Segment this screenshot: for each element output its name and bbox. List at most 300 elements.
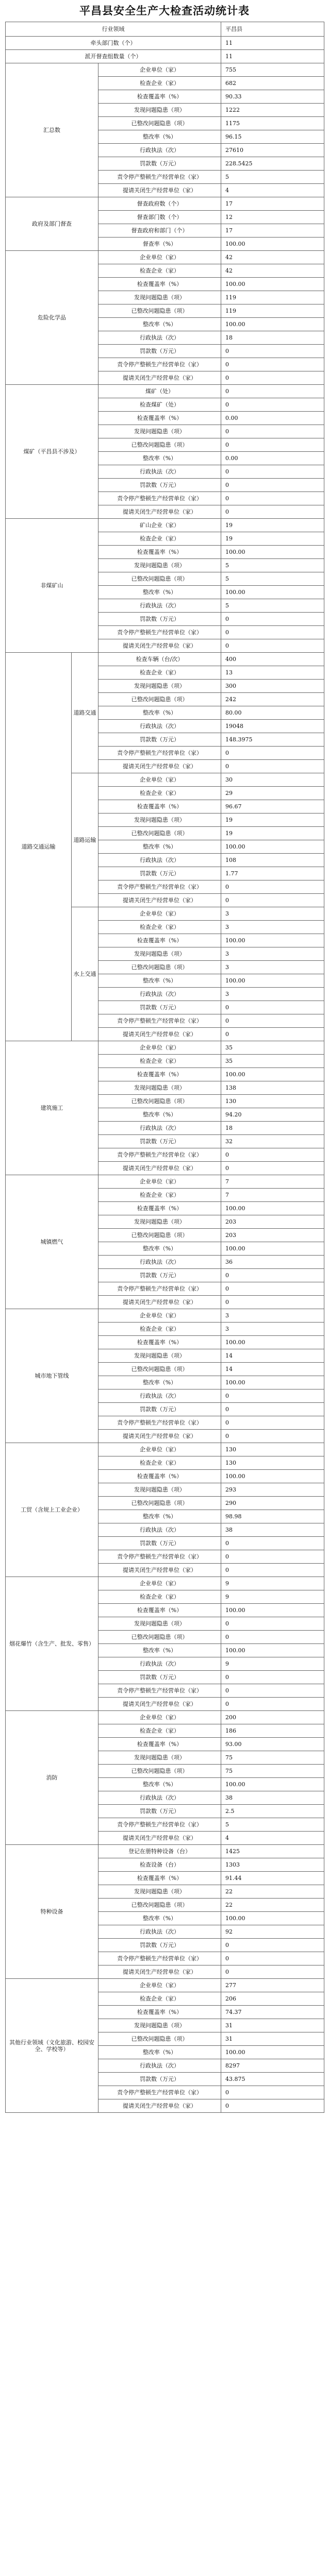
row-value: 14 bbox=[221, 1349, 324, 1363]
row-label: 检查企业（家） bbox=[98, 666, 221, 680]
row-label: 发现问题隐患（项） bbox=[98, 104, 221, 117]
row-label: 煤矿（处） bbox=[98, 385, 221, 398]
row-label: 责令停产整顿生产经营单位（家） bbox=[98, 492, 221, 505]
row-value: 75 bbox=[221, 1751, 324, 1765]
row-value: 138 bbox=[221, 1081, 324, 1095]
row-value: 0 bbox=[221, 345, 324, 358]
row-label: 整改率（%） bbox=[98, 1108, 221, 1122]
row-label: 检查企业（家） bbox=[98, 532, 221, 546]
row-label: 提请关闭生产经营单位（家） bbox=[98, 894, 221, 907]
row-label: 责令停产整顿生产经营单位（家） bbox=[98, 1684, 221, 1698]
row-label: 检查覆盖率（%） bbox=[98, 1604, 221, 1617]
row-label: 检查覆盖率（%） bbox=[98, 90, 221, 104]
row-label: 检查企业（家） bbox=[98, 1590, 221, 1604]
row-label: 责令停产整顿生产经营单位（家） bbox=[98, 1550, 221, 1564]
row-label: 检查覆盖率（%） bbox=[98, 278, 221, 291]
section-name: 政府及部门督查 bbox=[6, 197, 98, 251]
row-label: 整改率（%） bbox=[98, 1778, 221, 1791]
row-value: 0 bbox=[221, 479, 324, 492]
row-value: 91.44 bbox=[221, 1872, 324, 1885]
row-value: 100.00 bbox=[221, 1604, 324, 1617]
row-label: 行政执法（次） bbox=[98, 854, 221, 867]
row-value: 0 bbox=[221, 1564, 324, 1577]
row-value: 0 bbox=[221, 1014, 324, 1028]
row-label: 整改率（%） bbox=[98, 974, 221, 988]
row-label: 检查企业（家） bbox=[98, 1724, 221, 1738]
row-label: 已整改问题隐患（项） bbox=[98, 1363, 221, 1376]
table-row bbox=[6, 197, 324, 211]
row-value: 3 bbox=[221, 961, 324, 974]
row-label: 责令停产整顿生产经营单位（家） bbox=[98, 1282, 221, 1296]
row-value: 0 bbox=[221, 1389, 324, 1403]
row-label: 罚款数（万元） bbox=[98, 1805, 221, 1818]
row-label: 检查企业（家） bbox=[98, 787, 221, 800]
section-name: 城市地下管线 bbox=[6, 1309, 98, 1443]
row-label: 整改率（%） bbox=[98, 2046, 221, 2059]
row-label: 提请关闭生产经营单位（家） bbox=[98, 505, 221, 519]
row-value: 0 bbox=[221, 1416, 324, 1430]
row-value: 100.00 bbox=[221, 1336, 324, 1349]
row-value: 277 bbox=[221, 1979, 324, 1992]
row-label: 发现问题隐患（项） bbox=[98, 947, 221, 961]
row-value: 35 bbox=[221, 1041, 324, 1055]
row-value: 0 bbox=[221, 1269, 324, 1282]
row-value: 0 bbox=[221, 505, 324, 519]
row-label: 发现问题隐患（项） bbox=[98, 291, 221, 304]
row-value: 7 bbox=[221, 1189, 324, 1202]
row-value: 0 bbox=[221, 613, 324, 626]
row-label: 责令停产整顿生产经营单位（家） bbox=[98, 1148, 221, 1162]
row-label: 责令停产整顿生产经营单位（家） bbox=[98, 1416, 221, 1430]
row-value: 0 bbox=[221, 1965, 324, 1979]
row-value: 100.00 bbox=[221, 1068, 324, 1081]
row-value: 9 bbox=[221, 1657, 324, 1671]
row-label: 已整改问题隐患（项） bbox=[98, 1095, 221, 1108]
row-value: 100.00 bbox=[221, 278, 324, 291]
row-value: 29 bbox=[221, 787, 324, 800]
row-value: 96.67 bbox=[221, 800, 324, 814]
row-label: 企业单位（家） bbox=[98, 773, 221, 787]
row-label: 提请关闭生产经营单位（家） bbox=[98, 184, 221, 197]
row-value: 96.15 bbox=[221, 130, 324, 144]
row-label: 发现问题隐患（项） bbox=[98, 1215, 221, 1229]
row-value: 0 bbox=[221, 1617, 324, 1631]
table-row bbox=[6, 1309, 324, 1323]
row-label: 提请关闭生产经营单位（家） bbox=[98, 2099, 221, 2113]
row-value: 0 bbox=[221, 1028, 324, 1041]
row-value: 0 bbox=[221, 1550, 324, 1564]
row-label: 检查企业（家） bbox=[98, 264, 221, 278]
row-label: 检查覆盖率（%） bbox=[98, 934, 221, 947]
row-value: 19048 bbox=[221, 720, 324, 733]
row-label: 企业单位（家） bbox=[98, 251, 221, 264]
row-label: 责令停产整顿生产经营单位（家） bbox=[98, 747, 221, 760]
row-value: 755 bbox=[221, 63, 324, 77]
row-label: 检查覆盖率（%） bbox=[98, 800, 221, 814]
row-value: 0 bbox=[221, 492, 324, 505]
row-value: 0 bbox=[221, 880, 324, 894]
row-value: 1425 bbox=[221, 1845, 324, 1858]
row-label: 责令停产整顿生产经营单位（家） bbox=[98, 880, 221, 894]
table-row bbox=[6, 1443, 324, 1456]
row-value: 148.3975 bbox=[221, 733, 324, 747]
row-label: 罚款数（万元） bbox=[98, 157, 221, 171]
row-label: 行政执法（次） bbox=[98, 1925, 221, 1939]
row-label: 整改率（%） bbox=[98, 586, 221, 599]
row-label: 提请关闭生产经营单位（家） bbox=[98, 1296, 221, 1309]
row-value: 5 bbox=[221, 1818, 324, 1832]
row-label: 罚款数（万元） bbox=[98, 2073, 221, 2086]
row-label: 检查覆盖率（%） bbox=[98, 1470, 221, 1483]
section-name: 非煤矿山 bbox=[6, 519, 98, 653]
row-label: 提请关闭生产经营单位（家） bbox=[98, 1965, 221, 1979]
page-title: 平昌县安全生产大检查活动统计表 bbox=[79, 4, 250, 17]
row-label: 行政执法（次） bbox=[98, 2059, 221, 2073]
row-value: 35 bbox=[221, 1055, 324, 1068]
row-label: 发现问题隐患（项） bbox=[98, 1483, 221, 1497]
row-value: 31 bbox=[221, 2032, 324, 2046]
subsection-name: 道路运输 bbox=[72, 773, 98, 907]
row-label: 检查覆盖率（%） bbox=[98, 1872, 221, 1885]
row-label: 提请关闭生产经营单位（家） bbox=[98, 371, 221, 385]
row-label: 罚款数（万元） bbox=[98, 345, 221, 358]
row-label: 已整改问题隐患（项） bbox=[98, 1229, 221, 1242]
row-value: 0 bbox=[221, 1684, 324, 1698]
overview-row bbox=[6, 37, 324, 50]
row-value: 100.00 bbox=[221, 974, 324, 988]
row-value: 22 bbox=[221, 1899, 324, 1912]
row-value: 1175 bbox=[221, 117, 324, 130]
row-value: 38 bbox=[221, 1523, 324, 1537]
row-label: 提请关闭生产经营单位（家） bbox=[98, 1028, 221, 1041]
row-label: 已整改问题隐患（项） bbox=[98, 1765, 221, 1778]
row-label: 责令停产整顿生产经营单位（家） bbox=[98, 1818, 221, 1832]
row-value: 186 bbox=[221, 1724, 324, 1738]
secondary-value: 11 bbox=[221, 50, 324, 63]
row-value: 3 bbox=[221, 1309, 324, 1323]
row-label: 检查覆盖率（%） bbox=[98, 2006, 221, 2019]
row-label: 矿山企业（家） bbox=[98, 519, 221, 532]
row-label: 检查企业（家） bbox=[98, 1456, 221, 1470]
row-value: 74.37 bbox=[221, 2006, 324, 2019]
row-label: 罚款数（万元） bbox=[98, 1269, 221, 1282]
row-value: 0 bbox=[221, 438, 324, 452]
row-label: 检查车辆（台/次） bbox=[98, 653, 221, 666]
row-value: 3 bbox=[221, 1323, 324, 1336]
row-value: 19 bbox=[221, 814, 324, 827]
row-value: 12 bbox=[221, 211, 324, 224]
section-name: 消防 bbox=[6, 1711, 98, 1845]
row-label: 行政执法（次） bbox=[98, 144, 221, 157]
row-label: 提请关闭生产经营单位（家） bbox=[98, 1832, 221, 1845]
row-label: 提请关闭生产经营单位（家） bbox=[98, 1698, 221, 1711]
row-value: 100.00 bbox=[221, 840, 324, 854]
table-row bbox=[6, 1175, 324, 1189]
row-label: 罚款数（万元） bbox=[98, 1939, 221, 1952]
row-label: 行政执法（次） bbox=[98, 1256, 221, 1269]
row-label: 行政执法（次） bbox=[98, 988, 221, 1001]
row-value: 0 bbox=[221, 1631, 324, 1644]
row-label: 已整改问题隐患（项） bbox=[98, 1631, 221, 1644]
table-row bbox=[6, 1711, 324, 1724]
row-value: 17 bbox=[221, 224, 324, 238]
row-value: 19 bbox=[221, 519, 324, 532]
row-label: 发现问题隐患（项） bbox=[98, 814, 221, 827]
row-value: 1222 bbox=[221, 104, 324, 117]
row-value: 80.00 bbox=[221, 706, 324, 720]
row-label: 检查覆盖率（%） bbox=[98, 1202, 221, 1215]
section-name: 煤矿（平昌县不涉及） bbox=[6, 385, 98, 519]
overview-value: 11 bbox=[221, 37, 324, 50]
row-value: 203 bbox=[221, 1215, 324, 1229]
row-value: 100.00 bbox=[221, 546, 324, 559]
row-value: 43.875 bbox=[221, 2073, 324, 2086]
row-label: 已整改问题隐患（项） bbox=[98, 1497, 221, 1510]
row-value: 0 bbox=[221, 1952, 324, 1965]
row-label: 检查企业（家） bbox=[98, 1189, 221, 1202]
secondary-row bbox=[6, 50, 324, 63]
row-label: 督查部门数（个） bbox=[98, 211, 221, 224]
row-value: 0 bbox=[221, 1537, 324, 1550]
row-label: 检查煤矿（处） bbox=[98, 398, 221, 412]
row-label: 检查覆盖率（%） bbox=[98, 1738, 221, 1751]
row-label: 罚款数（万元） bbox=[98, 1135, 221, 1148]
row-label: 已整改问题隐患（项） bbox=[98, 827, 221, 840]
row-label: 已整改问题隐患（项） bbox=[98, 438, 221, 452]
table-row bbox=[6, 385, 324, 398]
row-value: 5 bbox=[221, 599, 324, 613]
table-row bbox=[6, 1979, 324, 1992]
row-label: 整改率（%） bbox=[98, 1644, 221, 1657]
row-label: 已整改问题隐患（项） bbox=[98, 961, 221, 974]
row-value: 100.00 bbox=[221, 2046, 324, 2059]
row-value: 0 bbox=[221, 2086, 324, 2099]
row-value: 130 bbox=[221, 1095, 324, 1108]
row-value: 300 bbox=[221, 680, 324, 693]
section-name: 道路交通运输 bbox=[6, 653, 72, 1041]
row-value: 293 bbox=[221, 1483, 324, 1497]
row-value: 0 bbox=[221, 371, 324, 385]
row-value: 0 bbox=[221, 358, 324, 371]
row-value: 8297 bbox=[221, 2059, 324, 2073]
row-label: 罚款数（万元） bbox=[98, 867, 221, 880]
row-value: 400 bbox=[221, 653, 324, 666]
row-label: 督查政府和部门（个） bbox=[98, 224, 221, 238]
row-value: 9 bbox=[221, 1577, 324, 1590]
row-value: 5 bbox=[221, 171, 324, 184]
row-label: 企业单位（家） bbox=[98, 907, 221, 921]
row-value: 92 bbox=[221, 1925, 324, 1939]
stats-table-body bbox=[6, 22, 324, 2113]
row-value: 119 bbox=[221, 304, 324, 318]
row-label: 提请关闭生产经营单位（家） bbox=[98, 760, 221, 773]
row-value: 0 bbox=[221, 1282, 324, 1296]
row-value: 206 bbox=[221, 1992, 324, 2006]
row-value: 119 bbox=[221, 291, 324, 304]
row-label: 罚款数（万元） bbox=[98, 1001, 221, 1014]
table-row bbox=[6, 251, 324, 264]
row-label: 企业单位（家） bbox=[98, 1443, 221, 1456]
row-value: 130 bbox=[221, 1443, 324, 1456]
row-value: 682 bbox=[221, 77, 324, 90]
row-value: 0 bbox=[221, 2099, 324, 2113]
row-value: 0 bbox=[221, 1001, 324, 1014]
row-value: 100.00 bbox=[221, 1644, 324, 1657]
row-label: 整改率（%） bbox=[98, 1242, 221, 1256]
overview-label: 牵头部门数（个） bbox=[6, 37, 221, 50]
row-label: 发现问题隐患（项） bbox=[98, 680, 221, 693]
table-row bbox=[6, 1577, 324, 1590]
row-label: 罚款数（万元） bbox=[98, 479, 221, 492]
row-label: 已整改问题隐患（项） bbox=[98, 117, 221, 130]
row-value: 100.00 bbox=[221, 318, 324, 331]
row-value: 98.98 bbox=[221, 1510, 324, 1523]
row-label: 检查企业（家） bbox=[98, 921, 221, 934]
row-label: 罚款数（万元） bbox=[98, 733, 221, 747]
row-value: 290 bbox=[221, 1497, 324, 1510]
row-value: 1303 bbox=[221, 1858, 324, 1872]
table-row bbox=[6, 1041, 324, 1055]
row-value: 75 bbox=[221, 1765, 324, 1778]
row-label: 整改率（%） bbox=[98, 1510, 221, 1523]
row-value: 100.00 bbox=[221, 238, 324, 251]
row-label: 检查覆盖率（%） bbox=[98, 1336, 221, 1349]
row-label: 发现问题隐患（项） bbox=[98, 1885, 221, 1899]
row-value: 130 bbox=[221, 1456, 324, 1470]
row-value: 3 bbox=[221, 988, 324, 1001]
row-label: 检查企业（家） bbox=[98, 77, 221, 90]
row-label: 整改率（%） bbox=[98, 840, 221, 854]
row-label: 督查政府数（个） bbox=[98, 197, 221, 211]
header-row bbox=[6, 22, 324, 37]
row-label: 企业单位（家） bbox=[98, 63, 221, 77]
row-value: 0 bbox=[221, 398, 324, 412]
row-label: 提请关闭生产经营单位（家） bbox=[98, 1564, 221, 1577]
row-value: 242 bbox=[221, 693, 324, 706]
section-name: 城镇燃气 bbox=[6, 1175, 98, 1309]
row-label: 检查企业（家） bbox=[98, 1323, 221, 1336]
section-name: 其他行业领域（文化旅游、校园安全、学校等） bbox=[6, 1979, 98, 2113]
row-label: 罚款数（万元） bbox=[98, 1671, 221, 1684]
table-row bbox=[6, 519, 324, 532]
row-label: 整改率（%） bbox=[98, 1376, 221, 1389]
row-value: 5 bbox=[221, 572, 324, 586]
row-value: 100.00 bbox=[221, 1778, 324, 1791]
row-value: 4 bbox=[221, 184, 324, 197]
row-value: 0 bbox=[221, 760, 324, 773]
row-value: 228.5425 bbox=[221, 157, 324, 171]
row-value: 200 bbox=[221, 1711, 324, 1724]
row-label: 企业单位（家） bbox=[98, 1175, 221, 1189]
row-value: 4 bbox=[221, 1832, 324, 1845]
row-label: 已整改问题隐患（项） bbox=[98, 304, 221, 318]
row-label: 检查覆盖率（%） bbox=[98, 546, 221, 559]
row-value: 0 bbox=[221, 1148, 324, 1162]
section-name: 汇总数 bbox=[6, 63, 98, 197]
row-label: 责令停产整顿生产经营单位（家） bbox=[98, 2086, 221, 2099]
row-label: 责令停产整顿生产经营单位（家） bbox=[98, 1014, 221, 1028]
row-label: 责令停产整顿生产经营单位（家） bbox=[98, 171, 221, 184]
secondary-label: 派开督查组数量（个） bbox=[6, 50, 221, 63]
row-label: 整改率（%） bbox=[98, 706, 221, 720]
row-value: 100.00 bbox=[221, 1202, 324, 1215]
row-value: 17 bbox=[221, 197, 324, 211]
row-value: 36 bbox=[221, 1256, 324, 1269]
row-value: 32 bbox=[221, 1135, 324, 1148]
row-label: 发现问题隐患（项） bbox=[98, 1751, 221, 1765]
row-value: 100.00 bbox=[221, 1242, 324, 1256]
row-value: 13 bbox=[221, 666, 324, 680]
row-value: 100.00 bbox=[221, 1376, 324, 1389]
row-value: 3 bbox=[221, 921, 324, 934]
table-row bbox=[6, 653, 324, 666]
section-name: 特种设备 bbox=[6, 1845, 98, 1979]
row-value: 100.00 bbox=[221, 1912, 324, 1925]
row-value: 0 bbox=[221, 425, 324, 438]
row-value: 5 bbox=[221, 559, 324, 572]
row-label: 已整改问题隐患（项） bbox=[98, 2032, 221, 2046]
row-value: 42 bbox=[221, 251, 324, 264]
row-label: 检查企业（家） bbox=[98, 1992, 221, 2006]
row-label: 企业单位（家） bbox=[98, 1979, 221, 1992]
row-label: 企业单位（家） bbox=[98, 1309, 221, 1323]
row-label: 发现问题隐患（项） bbox=[98, 1081, 221, 1095]
stats-table bbox=[5, 22, 324, 2113]
row-value: 42 bbox=[221, 264, 324, 278]
table-row bbox=[6, 1845, 324, 1858]
subsection-name: 道路交通 bbox=[72, 653, 98, 773]
row-label: 提请关闭生产经营单位（家） bbox=[98, 1162, 221, 1175]
row-label: 督查率（%） bbox=[98, 238, 221, 251]
section-name: 工贸（含规上工业企业） bbox=[6, 1443, 98, 1577]
section-name: 建筑施工 bbox=[6, 1041, 98, 1175]
row-label: 已整改问题隐患（项） bbox=[98, 693, 221, 706]
row-value: 0 bbox=[221, 465, 324, 479]
row-label: 发现问题隐患（项） bbox=[98, 1617, 221, 1631]
sector-header: 行业领域 bbox=[6, 22, 221, 37]
row-label: 行政执法（次） bbox=[98, 1791, 221, 1805]
row-label: 行政执法（次） bbox=[98, 1389, 221, 1403]
row-label: 罚款数（万元） bbox=[98, 1403, 221, 1416]
row-label: 发现问题隐患（项） bbox=[98, 1349, 221, 1363]
row-value: 0 bbox=[221, 1430, 324, 1443]
row-label: 整改率（%） bbox=[98, 130, 221, 144]
row-label: 检查设备（台） bbox=[98, 1858, 221, 1872]
row-value: 108 bbox=[221, 854, 324, 867]
row-label: 发现问题隐患（项） bbox=[98, 2019, 221, 2032]
row-label: 发现问题隐患（项） bbox=[98, 425, 221, 438]
row-value: 19 bbox=[221, 827, 324, 840]
row-value: 0 bbox=[221, 626, 324, 639]
row-label: 企业单位（家） bbox=[98, 1041, 221, 1055]
row-label: 提请关闭生产经营单位（家） bbox=[98, 639, 221, 653]
table-row bbox=[6, 63, 324, 77]
row-label: 行政执法（次） bbox=[98, 331, 221, 345]
row-label: 罚款数（万元） bbox=[98, 1537, 221, 1550]
row-value: 27610 bbox=[221, 144, 324, 157]
row-value: 93.00 bbox=[221, 1738, 324, 1751]
row-label: 行政执法（次） bbox=[98, 1523, 221, 1537]
row-value: 38 bbox=[221, 1791, 324, 1805]
row-label: 企业单位（家） bbox=[98, 1577, 221, 1590]
row-value: 18 bbox=[221, 1122, 324, 1135]
row-label: 行政执法（次） bbox=[98, 720, 221, 733]
row-label: 行政执法（次） bbox=[98, 465, 221, 479]
row-value: 7 bbox=[221, 1175, 324, 1189]
section-name: 烟花爆竹（含生产、批发、零售） bbox=[6, 1577, 98, 1711]
row-label: 责令停产整顿生产经营单位（家） bbox=[98, 626, 221, 639]
row-value: 100.00 bbox=[221, 586, 324, 599]
